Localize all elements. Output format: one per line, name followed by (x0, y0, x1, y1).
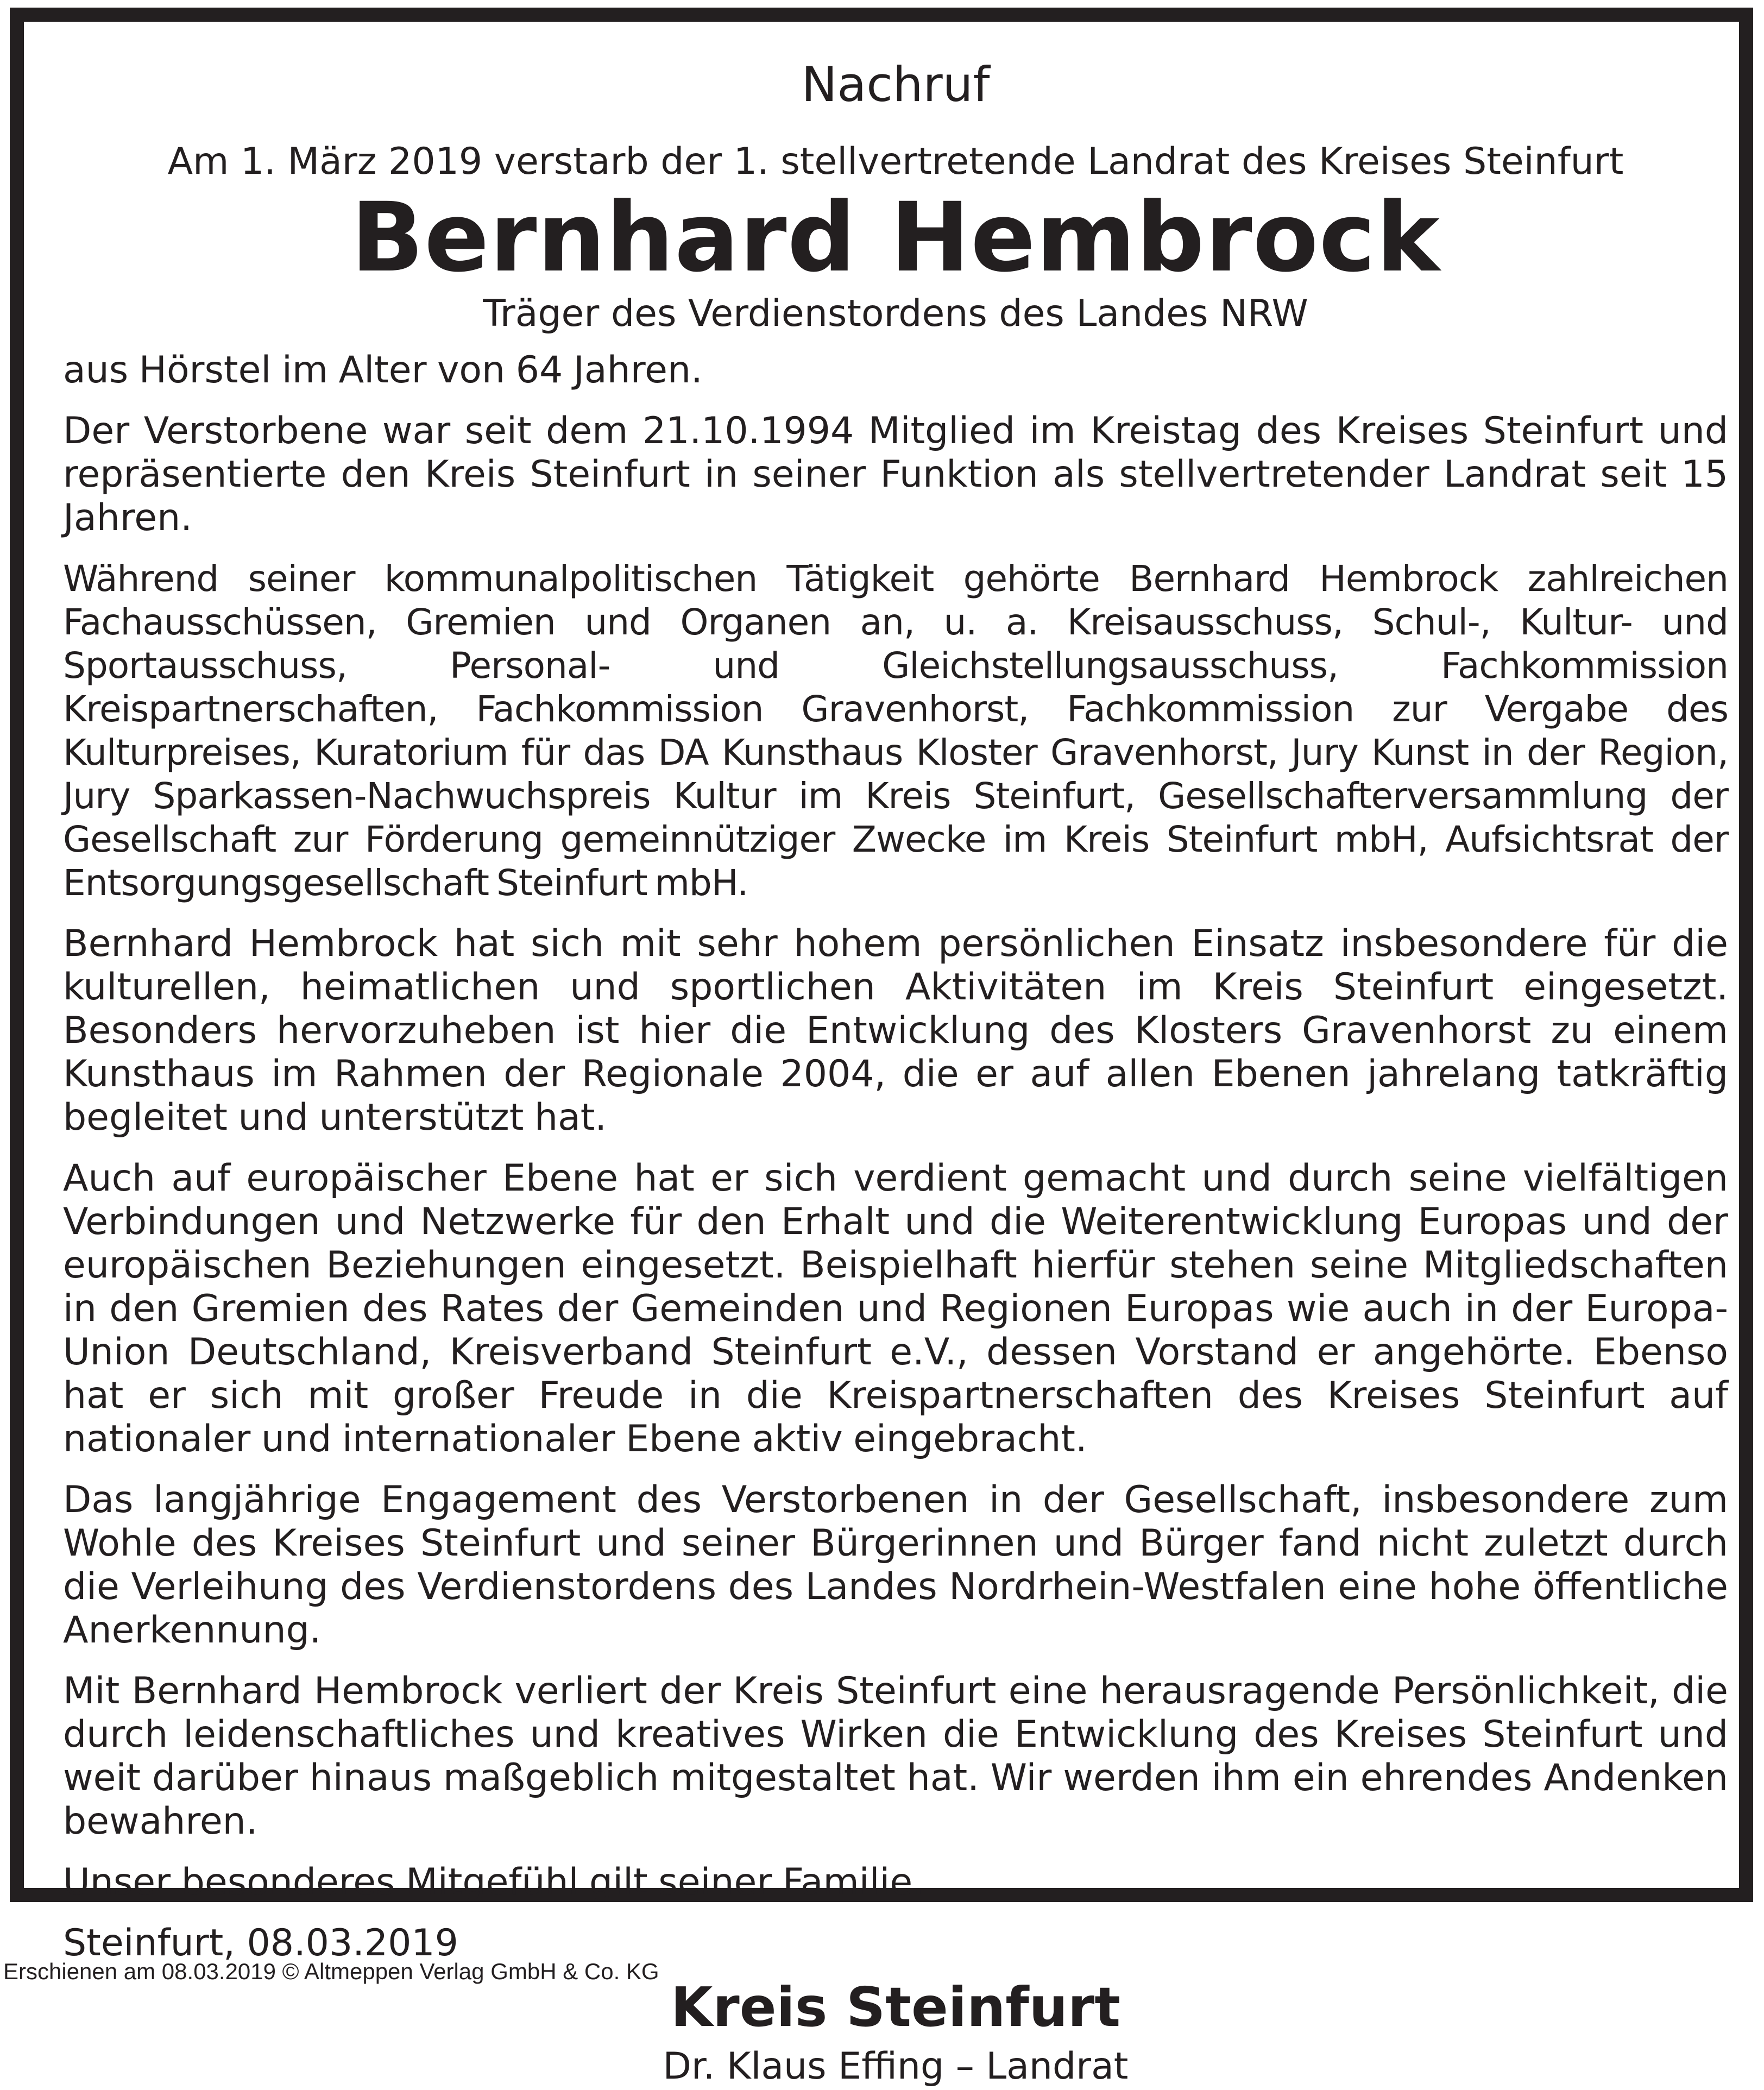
obituary-content (63, 58, 1728, 2090)
signer-line: Dr. Klaus Effing – Landrat (663, 2045, 1129, 2088)
deceased-name: Bernhard Hembrock (351, 182, 1440, 293)
paragraph-legacy: Mit Bernhard Hembrock verliert der Kreis Steinfurt eine herausragende Persönlichkeit, die durch leidenschaftliches und kreatives Wirken die Entwicklung des Kreises Steinfurt und weit darüber hinaus maßgeblich mitgestaltet hat. Wir werden ihm ein ehrendes Andenken bewahren. (63, 1670, 1728, 1843)
paragraph-committees: Während seiner kommunalpolitischen Tätigkeit gehörte Bernhard Hembrock zahlreichen Fachausschüssen, Gremien und Organen an, u. a. Kreisausschuss, Schul-, Kultur- und Sportausschuss, Personal- und Gleichstellungsausschuss, Fachkommission Kreispartnerschaften, Fachkommission Gravenhorst, Fachkommission zur Vergabe des Kulturpreises, Kuratorium für das DA Kunsthaus Kloster Gravenhorst, Jury Kunst in der Region, Jury Sparkassen-Nachwuchspreis Kultur im Kreis Steinfurt, Gesellschafterversammlung der Gesellschaft zur Förderung gemeinnütziger Zwecke im Kreis Steinfurt mbH, Aufsichtsrat der Entsorgungsgesellschaft Steinfurt mbH. (63, 558, 1728, 904)
place-date: Steinfurt, 08.03.2019 (63, 1922, 458, 1965)
honor-line: Träger des Verdienstordens des Landes NRW (483, 292, 1308, 335)
paragraph-age: aus Hörstel im Alter von 64 Jahren. (63, 349, 703, 392)
paragraph-membership: Der Verstorbene war seit dem 21.10.1994 Mitglied im Kreistag des Kreises Steinfurt und repräsentierte den Kreis Steinfurt in seiner Funktion als stellvertretender Landrat seit 15 Jahren. (63, 410, 1728, 539)
paragraph-condolence: Unser besonderes Mitgefühl gilt seiner Familie. (63, 1861, 924, 1904)
obituary-heading: Nachruf (801, 56, 990, 112)
organization-name: Kreis Steinfurt (670, 1975, 1121, 2039)
obituary-intro: Am 1. März 2019 verstarb der 1. stellvertretende Landrat des Kreises Steinfurt (167, 140, 1624, 183)
paragraph-europe: Auch auf europäischer Ebene hat er sich verdient gemacht und durch seine vielfältigen Verbindungen und Netzwerke für den Erhalt und die Weiterentwicklung Europas und der europäischen Beziehungen eingesetzt. Beispielhaft hierfür stehen seine Mitgliedschaften in den Gremien des Rates der Gemeinden und Regionen Europas wie auch in der Europa-Union Deutschland, Kreisverband Steinfurt e.V., dessen Vorstand er angehörte. Ebenso hat er sich mit großer Freude in die Kreispartnerschaften des Kreises Steinfurt auf nationaler und internationaler Ebene aktiv eingebracht. (63, 1157, 1728, 1461)
paragraph-culture: Bernhard Hembrock hat sich mit sehr hohem persönlichen Einsatz insbesondere für die kulturellen, heimatlichen und sportlichen Aktivitäten im Kreis Steinfurt eingesetzt. Besonders hervorzuheben ist hier die Entwicklung des Klosters Gravenhorst zu einem Kunsthaus im Rahmen der Regionale 2004, die er auf allen Ebenen jahrelang tatkräftig begleitet und unterstützt hat. (63, 922, 1728, 1139)
paragraph-engagement: Das langjährige Engagement des Verstorbenen in der Gesellschaft, insbesondere zum Wohle des Kreises Steinfurt und seiner Bürgerinnen und Bürger fand nicht zuletzt durch die Verleihung des Verdienstordens des Landes Nordrhein-Westfalen eine hohe öffentliche Anerkennung. (63, 1478, 1728, 1652)
publication-footer: Erschienen am 08.03.2019 © Altmeppen Verlag GmbH & Co. KG (3, 1959, 659, 1984)
